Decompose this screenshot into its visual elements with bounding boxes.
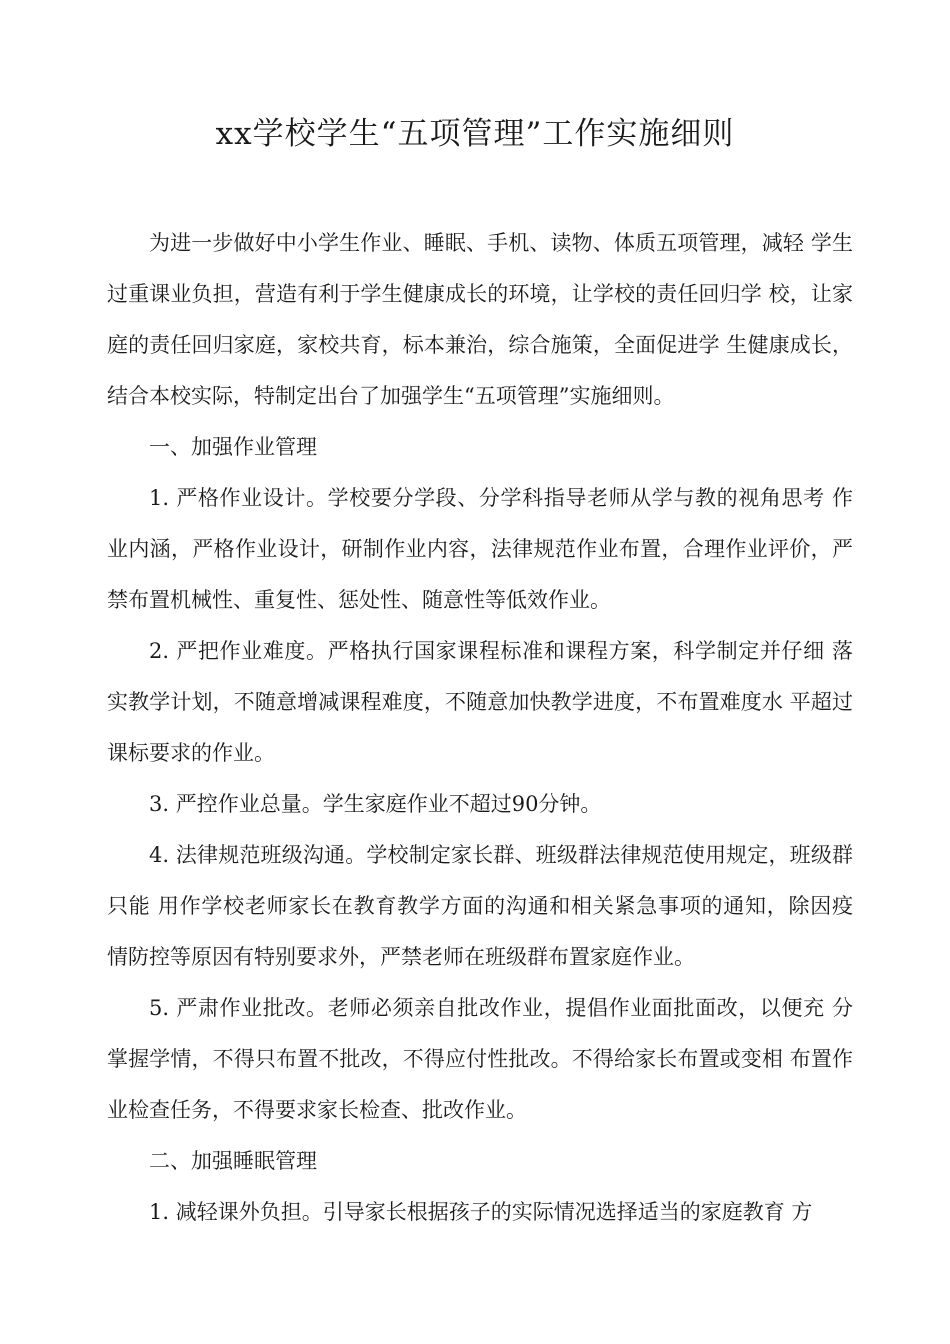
paragraph-homework-1: 1. 严格作业设计。学校要分学段、分学科指导老师从学与教的视角思考 作业内涵，严格作业设计，研制作业内容，法律规范作业布置，合理作业评价，严禁布置机械性、重复性、惩处性、随意性等低效作业。 xyxy=(107,486,853,612)
document-body xyxy=(107,218,853,1238)
section-heading-sleep: 二、加强睡眠管理 xyxy=(149,1149,317,1173)
paragraph-homework-2: 2. 严把作业难度。严格执行国家课程标准和课程方案，科学制定并仔细 落实教学计划，不随意增减课程难度，不随意加快教学进度，不布置难度水 平超过课标要求的作业。 xyxy=(107,639,853,765)
paragraph-sleep-1: 1. 减轻课外负担。引导家长根据孩子的实际情况选择适当的家庭教育 方 xyxy=(149,1200,813,1224)
document-title: xx学校学生“五项管理”工作实施细则 xyxy=(215,116,735,152)
section-heading-homework: 一、加强作业管理 xyxy=(149,435,317,459)
paragraph-homework-5: 5. 严肃作业批改。老师必须亲自批改作业，提倡作业面批面改，以便充 分掌握学情，不得只布置不批改，不得应付性批改。不得给家长布置或变相 布置作业检查任务，不得要求家长检查、批改作业。 xyxy=(107,996,853,1122)
paragraph-homework-4: 4. 法律规范班级沟通。学校制定家长群、班级群法律规范使用规定，班级群只能 用作学校老师家长在教育教学方面的沟通和相关紧急事项的通知，除因疫 情防控等原因有特别要求外，严禁老师在班级群布置家庭作业。 xyxy=(107,843,853,969)
paragraph-homework-3: 3. 严控作业总量。学生家庭作业不超过90分钟。 xyxy=(149,792,602,816)
paragraph-intro: 为进一步做好中小学生作业、睡眠、手机、读物、体质五项管理，减轻 学生过重课业负担，营造有利于学生健康成长的环境，让学校的责任回归学 校，让家庭的责任回归家庭，家校共育，标本兼治，综合施策，全面促进学 生健康成长，结合本校实际，特制定出台了加强学生“五项管理”实施细则。 xyxy=(107,231,853,408)
